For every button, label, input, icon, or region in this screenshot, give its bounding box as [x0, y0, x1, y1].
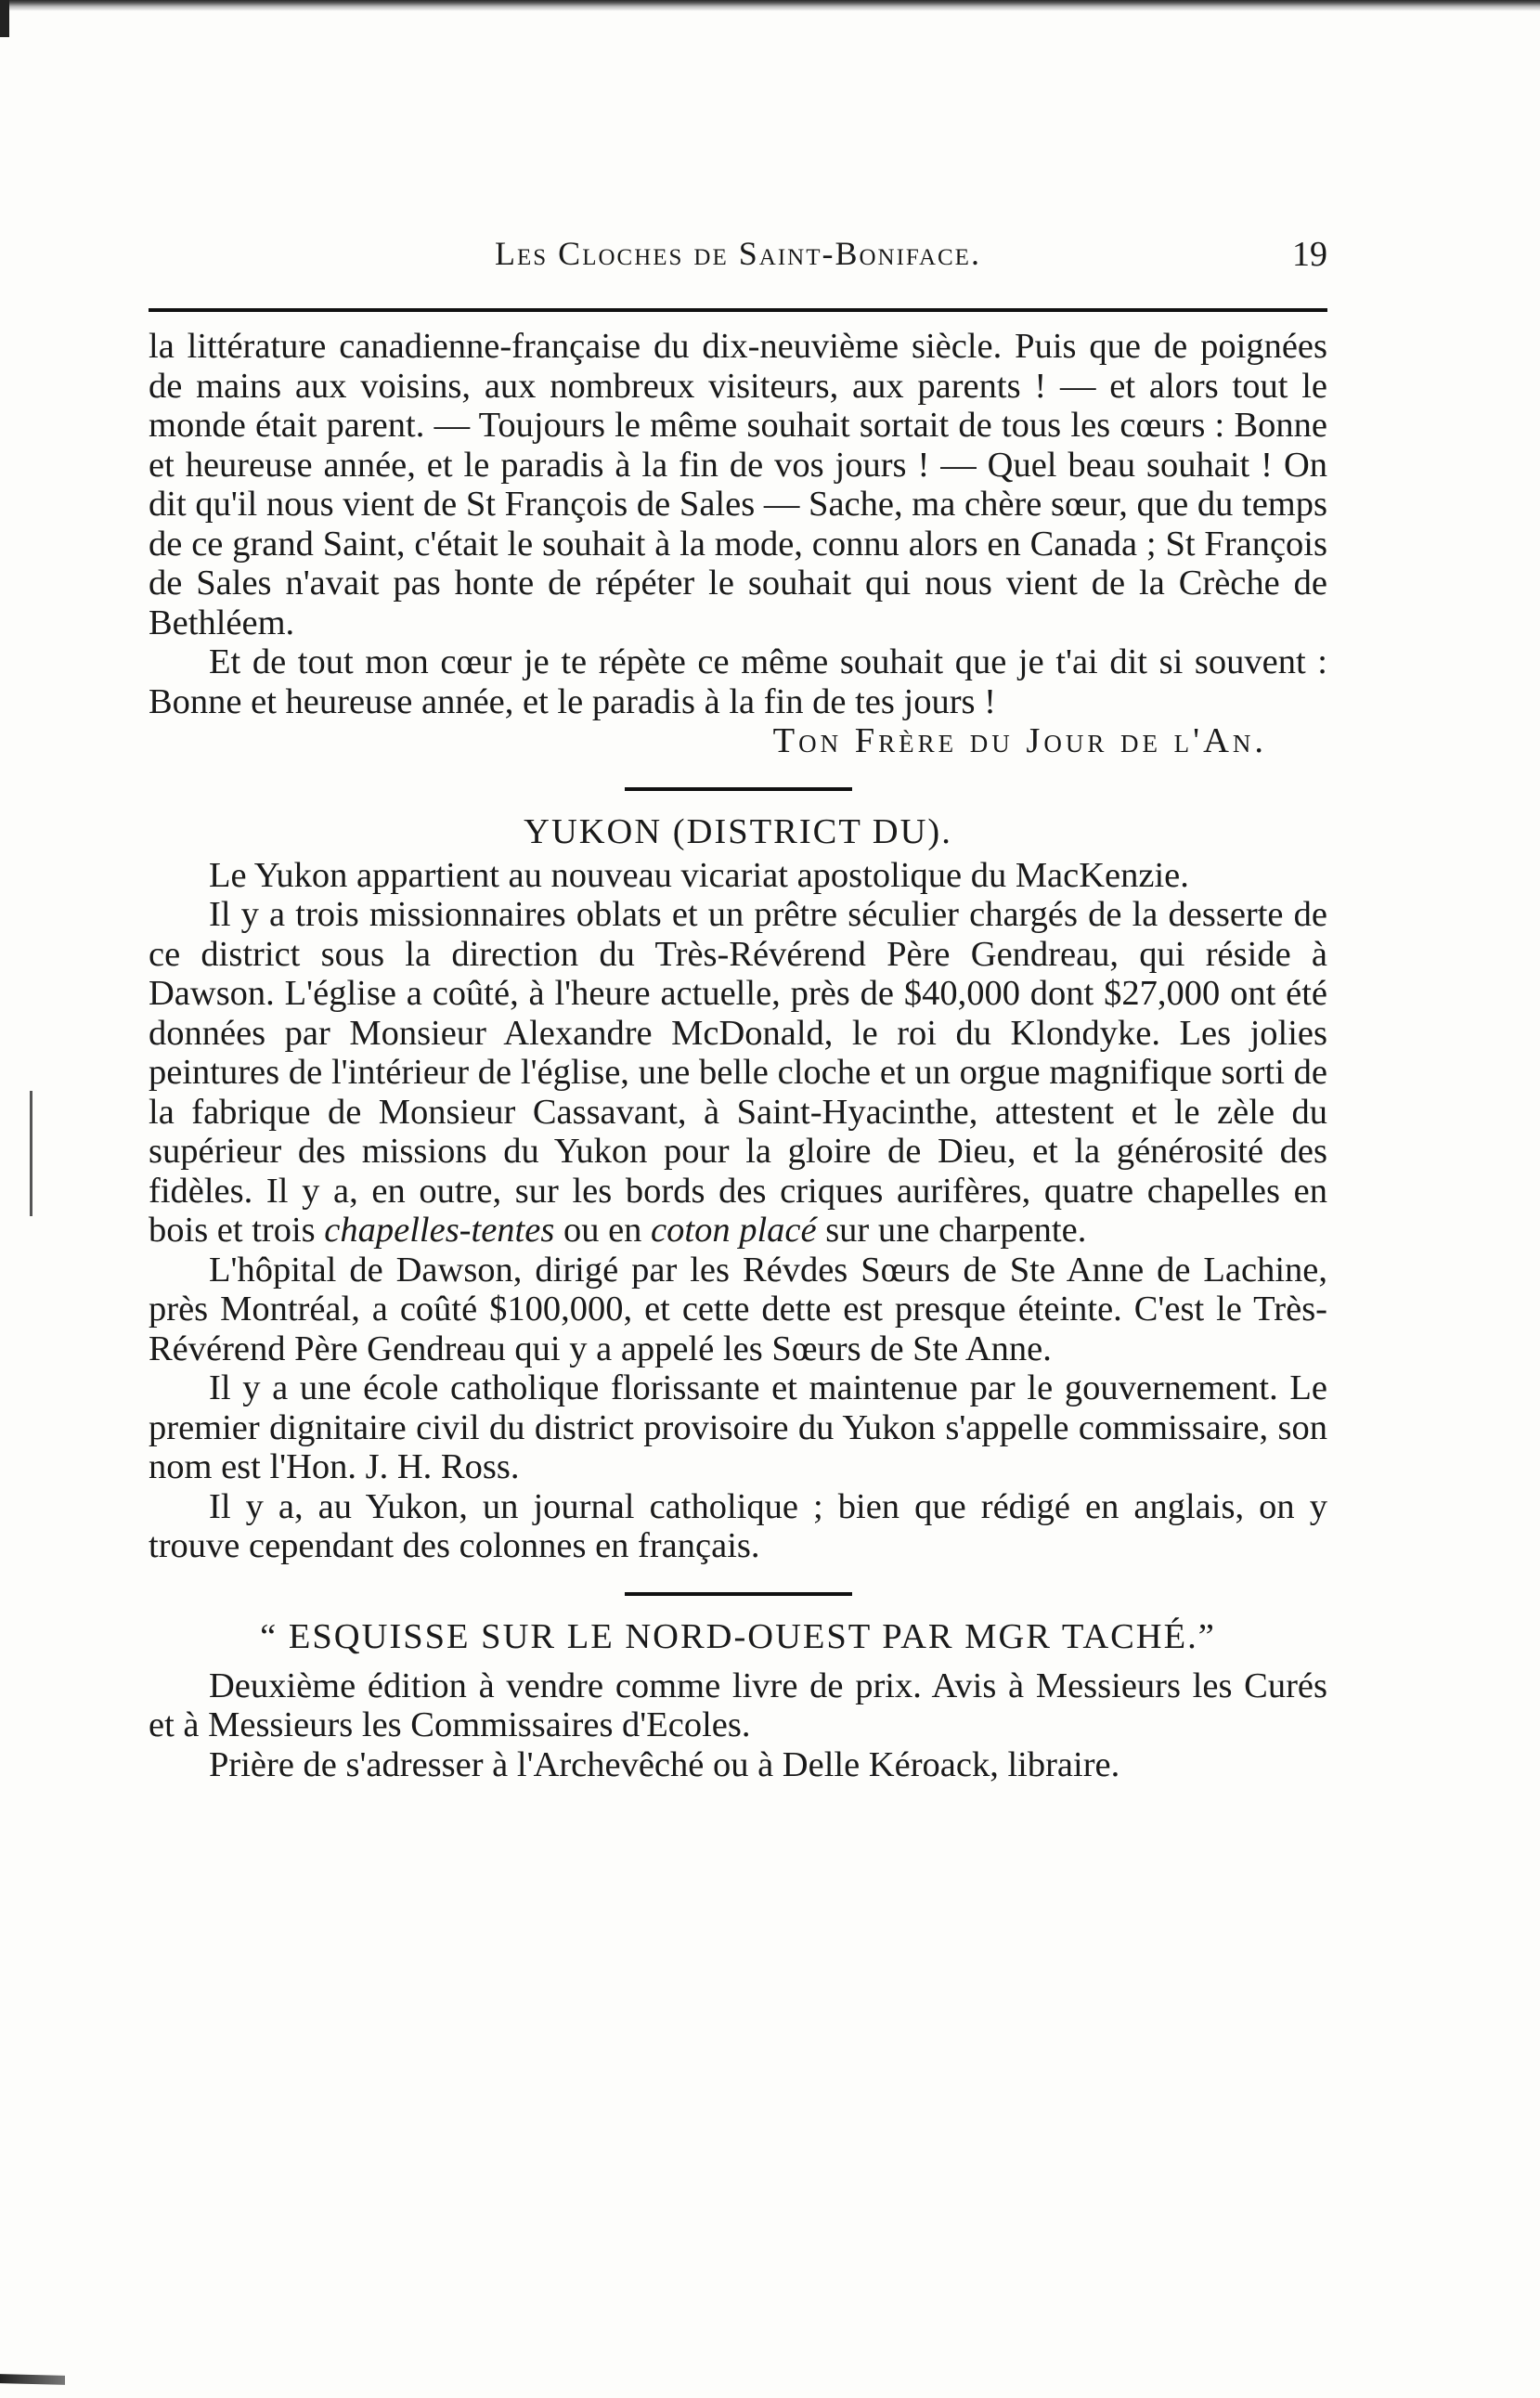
- section-separator: [625, 787, 852, 791]
- yukon-paragraph: [149, 895, 1327, 1251]
- letter-signature: Ton Frère du Jour de l'An.: [772, 721, 1267, 760]
- yukon-text: ou en: [563, 1211, 642, 1250]
- yukon-paragraph: Le Yukon appartient au nouveau vicariat apostolique du MacKenzie.: [209, 855, 1189, 895]
- body-text: [149, 327, 1327, 1784]
- yukon-text: Il y a trois missionnaires oblats et un prêtre séculier chargés de la desserte de ce district sous la direction du Très-Révérend Père Gendreau, qui réside à Dawson. L'église a coûté, à l'heure actuelle, près de $40,000 dont $27,000 ont été données par Monsieur Alexandre McDonald, le roi du Klondyke. Les jolies peintures de l'intérieur de l'église, une belle cloche et un orgue magnifique sorti de la fabrique de Monsieur Cassavant, à Saint-Hyacinthe, attestent et le zèle du supérieur des missions du Yukon pour la gloire de Dieu, et la générosité des fidèles. Il y a, en outre, sur les bords des criques aurifères, quatre chapelles en bois et trois: [149, 895, 1327, 1250]
- esquisse-paragraph: Prière de s'adresser à l'Archevêché ou à Delle Kéroack, libraire.: [209, 1744, 1120, 1784]
- esquisse-section: [149, 1616, 1327, 1785]
- scan-bottom-edge-mark: [0, 2374, 65, 2385]
- letter-paragraph: la littérature canadienne-française du dix-neuvième siècle. Puis que de poignées de mains aux voisins, aux nombreux visiteurs, aux parents ! — et alors tout le monde était parent. — Toujours le même souhait sortait de tous les cœurs : Bonne et heureuse année, et le paradis à la fin de vos jours ! — Quel beau souhait ! On dit qu'il nous vient de St François de Sales — Sache, ma chère sœur, que du temps de ce grand Saint, c'était le souhait à la mode, connu alors en Canada ; St François de Sales n'avait pas honte de répéter le souhait qui nous vient de la Crèche de Bethléem.: [149, 327, 1327, 642]
- book-page: [149, 0, 1327, 2398]
- section-separator: [625, 1592, 852, 1596]
- letter-section: [149, 327, 1327, 761]
- signature-line: [149, 721, 1327, 761]
- yukon-paragraph: Il y a, au Yukon, un journal catholique ; bien que rédigé en anglais, on y trouve cependant des colonnes en français.: [149, 1486, 1327, 1565]
- header-rule: [149, 308, 1327, 312]
- page-number: 19: [1292, 235, 1327, 274]
- esquisse-paragraph: Deuxième édition à vendre comme livre de prix. Avis à Messieurs les Curés et à Messieurs les Commissaires d'Ecoles.: [149, 1666, 1327, 1744]
- running-head: [149, 234, 1327, 284]
- margin-mark: [30, 1091, 32, 1216]
- italic-term: coton placé: [651, 1211, 817, 1250]
- letter-paragraph: Et de tout mon cœur je te répète ce même souhait que je t'ai dit si souvent : Bonne et heureuse année, et le paradis à la fin de tes jours !: [149, 642, 1327, 721]
- italic-term: chapelles-tentes: [324, 1211, 555, 1250]
- scan-left-edge-mark: [0, 0, 9, 37]
- yukon-paragraph: Il y a une école catholique florissante et maintenue par le gouvernement. Le premier dignitaire civil du district provisoire du Yukon s'appelle commissaire, son nom est l'Hon. J. H. Ross.: [149, 1368, 1327, 1486]
- yukon-paragraph: L'hôpital de Dawson, dirigé par les Révdes Sœurs de Ste Anne de Lachine, près Montréal, a coûté $100,000, et cette dette est presque éteinte. C'est le Très-Révérend Père Gendreau qui y a appelé les Sœurs de Ste Anne.: [149, 1250, 1327, 1368]
- yukon-section: [149, 811, 1327, 1566]
- running-title: Les Cloches de Saint-Boniface.: [495, 235, 981, 272]
- yukon-heading: YUKON (DISTRICT DU).: [524, 811, 952, 851]
- yukon-text: sur une charpente.: [825, 1211, 1087, 1250]
- esquisse-heading: “ ESQUISSE SUR LE NORD-OUEST PAR MGR TACHÉ.”: [260, 1616, 1216, 1656]
